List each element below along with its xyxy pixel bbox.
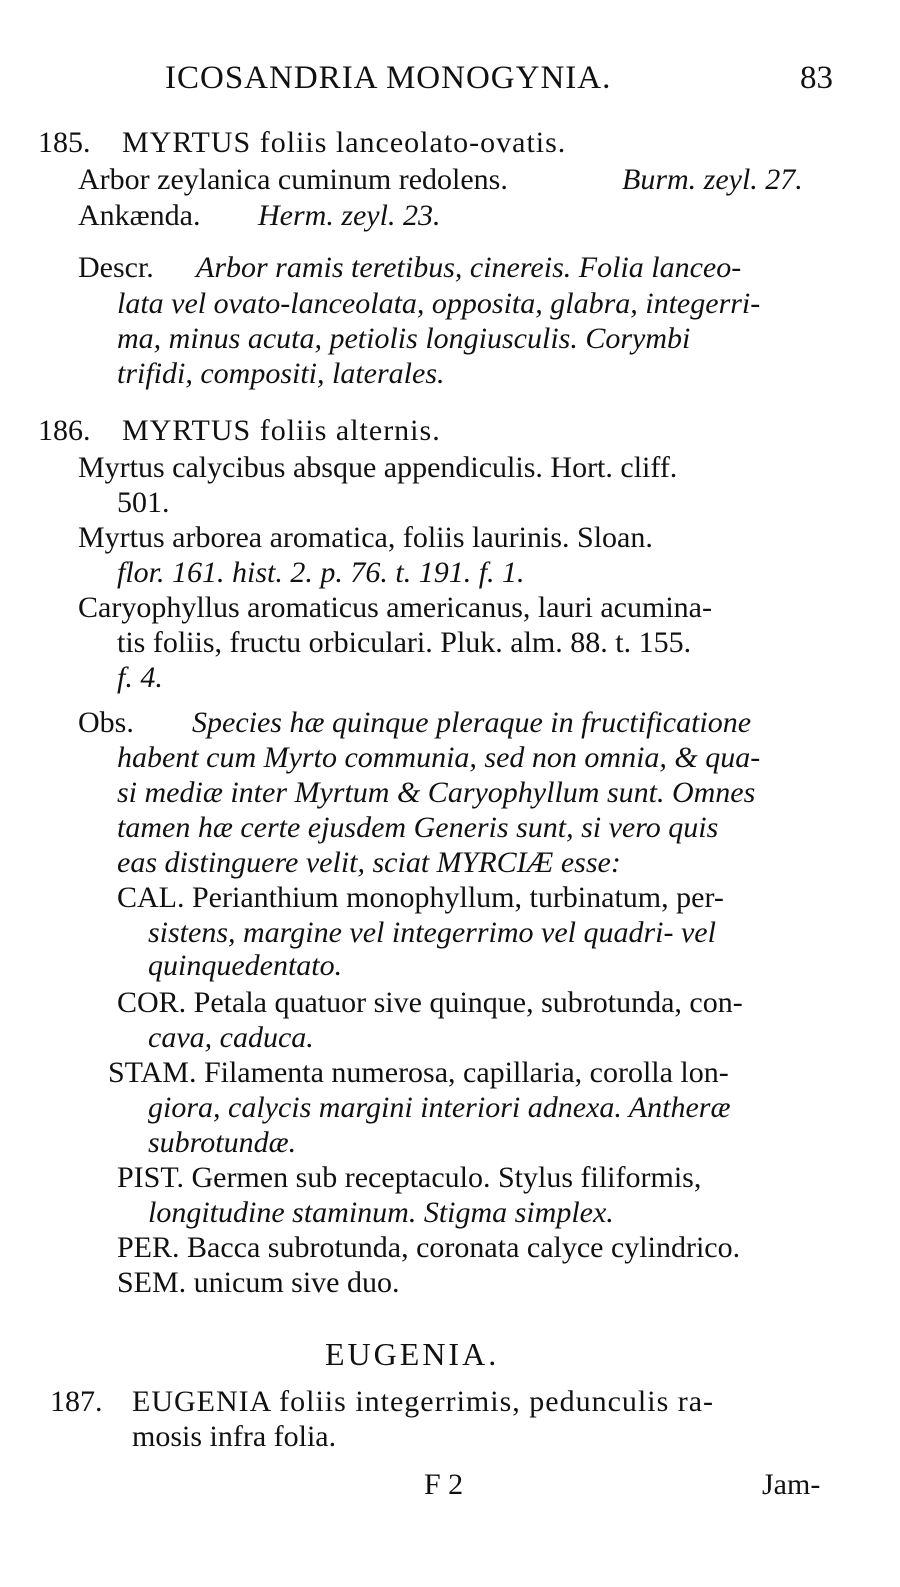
descr-line: trifidi, compositi, laterales. <box>117 357 445 390</box>
obs-line: habent cum Myrto communia, sed non omnia, & qua- <box>117 741 761 774</box>
entry-title-186: MYRTUS foliis alternis. <box>122 414 441 447</box>
synonym-reference: Burm. zeyl. 27. <box>622 163 803 196</box>
obs-line: si mediæ inter Myrtum & Caryophyllum sunt. Omnes <box>117 776 756 809</box>
character-per: PER. Bacca subrotunda, coronata calyce cylindrico. <box>117 1231 741 1264</box>
descr-line: ma, minus acuta, petiolis longiusculis. Corymbi <box>117 322 691 355</box>
character-line: cava, caduca. <box>148 1021 314 1054</box>
page-number: 83 <box>800 60 833 96</box>
entry-line: mosis infra folia. <box>132 1420 337 1453</box>
running-title: ICOSANDRIA MONOGYNIA. <box>165 60 612 96</box>
synonym-line: Caryophyllus aromaticus americanus, lauri acumina- <box>78 591 712 624</box>
character-cor: COR. Petala quatuor sive quinque, subrotunda, con- <box>117 986 743 1019</box>
synonym-line: tis foliis, fructu orbiculari. Pluk. alm. 88. t. 155. <box>117 626 692 659</box>
character-stam: STAM. Filamenta numerosa, capillaria, corolla lon- <box>108 1056 729 1089</box>
entry-number-185: 185. <box>38 126 91 159</box>
synonym-line: Myrtus arborea aromatica, foliis laurinis. Sloan. <box>78 521 653 554</box>
synonym-reference: Herm. zeyl. 23. <box>258 199 441 232</box>
character-line: subrotundæ. <box>148 1126 297 1159</box>
catchword: Jam- <box>762 1468 821 1501</box>
entry-number-186: 186. <box>38 414 91 447</box>
synonym-text: Ankænda. <box>78 199 201 232</box>
obs-line: Species hæ quinque pleraque in fructificatione <box>192 706 752 739</box>
character-line: giora, calycis margini interiori adnexa. Antheræ <box>148 1091 731 1124</box>
synonym-line: flor. 161. hist. 2. p. 76. t. 191. f. 1. <box>117 556 525 589</box>
genus-heading: EUGENIA. <box>325 1336 500 1372</box>
character-cal: CAL. Perianthium monophyllum, turbinatum, per- <box>117 881 724 914</box>
descr-label: Descr. <box>78 251 154 284</box>
entry-number-187: 187. <box>50 1385 103 1418</box>
synonym-line: Myrtus calycibus absque appendiculis. Hort. cliff. <box>78 451 678 484</box>
character-pist: PIST. Germen sub receptaculo. Stylus filiformis, <box>117 1161 702 1194</box>
synonym-line: f. 4. <box>117 661 163 694</box>
descr-line: Arbor ramis teretibus, cinereis. Folia lanceo- <box>196 251 742 284</box>
synonym-text: Arbor zeylanica cuminum redolens. <box>78 163 508 196</box>
obs-line: eas distinguere velit, sciat MYRCIÆ esse: <box>117 846 621 879</box>
character-line: sistens, margine vel integerrimo vel quadri- vel <box>148 916 716 949</box>
entry-title-187: EUGENIA foliis integerrimis, pedunculis ra- <box>132 1385 715 1418</box>
synonym-line: 501. <box>117 486 170 519</box>
obs-line: tamen hæ certe ejusdem Generis sunt, si vero quis <box>117 811 719 844</box>
descr-line: lata vel ovato-lanceolata, opposita, glabra, integerri- <box>117 287 761 320</box>
character-line: longitudine staminum. Stigma simplex. <box>148 1196 614 1229</box>
character-sem: SEM. unicum sive duo. <box>117 1266 400 1299</box>
obs-label: Obs. <box>78 706 134 739</box>
signature-mark: F 2 <box>424 1468 464 1501</box>
entry-title-185: MYRTUS foliis lanceolato-ovatis. <box>122 126 567 159</box>
character-line: quinquedentato. <box>148 949 343 982</box>
